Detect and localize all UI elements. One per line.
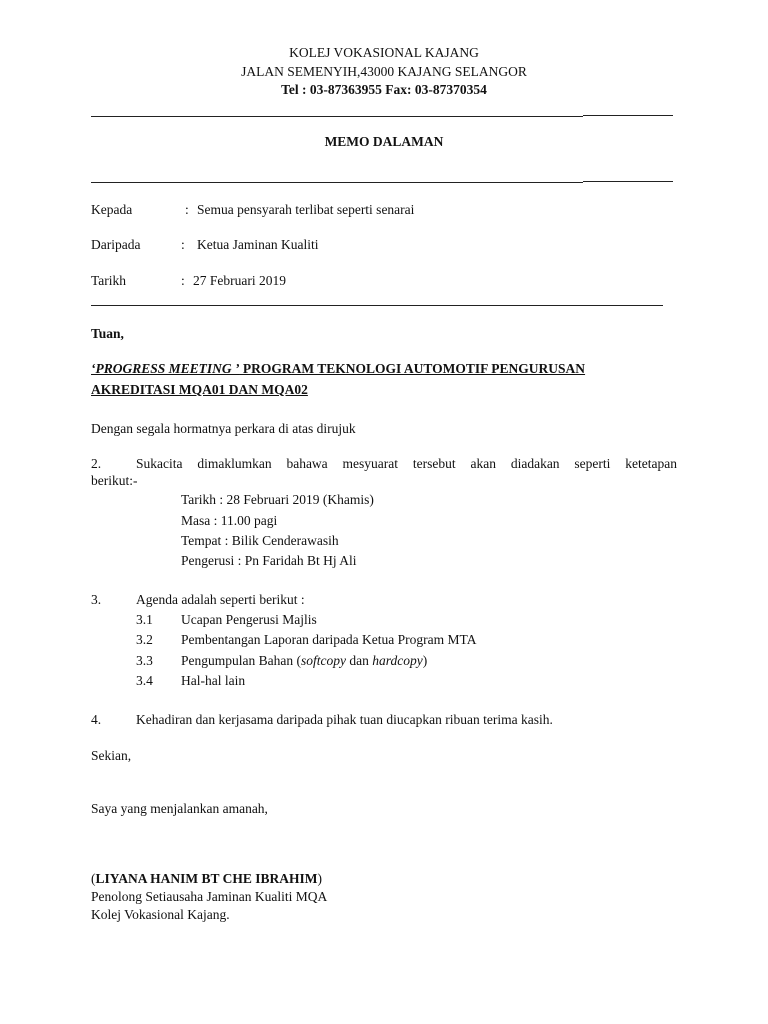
kepada-colon: : — [185, 202, 189, 217]
title-divider-thick — [583, 181, 673, 182]
intro-text: Dengan segala hormatnya perkara di atas dirujuk — [91, 421, 356, 436]
agenda-item-1: Ucapan Pengerusi Majlis — [181, 612, 317, 627]
para4-text: Kehadiran dan kerjasama daripada pihak tuan diucapkan ribuan terima kasih. — [136, 712, 553, 727]
detail-pengerusi: Pengerusi : Pn Faridah Bt Hj Ali — [181, 553, 357, 568]
daripada-value: Ketua Jaminan Kualiti — [197, 237, 319, 252]
para2-line2: berikut:- — [91, 473, 138, 488]
kepada-value: Semua pensyarah terlibat seperti senarai — [197, 202, 415, 217]
detail-masa: Masa : 11.00 pagi — [181, 513, 278, 528]
kepada-label: Kepada — [91, 202, 133, 217]
header-divider-thick — [583, 115, 673, 116]
agenda-item-3-hardcopy: hardcopy — [372, 653, 423, 668]
agenda-num-3: 3.3 — [136, 653, 153, 668]
signature-name: LIYANA HANIM BT CHE IBRAHIM — [95, 871, 318, 886]
title-divider — [91, 182, 583, 183]
signature-position: Penolong Setiausaha Jaminan Kualiti MQA — [91, 889, 328, 904]
para3-text: Agenda adalah seperti berikut : — [136, 592, 305, 607]
para3-number: 3. — [91, 592, 102, 607]
daripada-colon: : — [181, 237, 185, 252]
header-divider — [91, 116, 583, 117]
agenda-item-3-c: dan — [345, 653, 373, 668]
agenda-item-3-e: ) — [422, 653, 428, 668]
memo-title: MEMO DALAMAN — [324, 134, 444, 149]
signature-name-line — [91, 871, 322, 887]
signature-open-paren: ( — [91, 871, 96, 886]
agenda-item-4: Hal-hal lain — [181, 673, 246, 688]
tarikh-label: Tarikh — [91, 273, 127, 288]
subject-italic: ‘PROGRESS MEETING ’ — [91, 361, 240, 376]
tarikh-colon: : — [181, 273, 185, 288]
salutation: Tuan, — [91, 326, 124, 341]
subject-line-1 — [91, 361, 585, 377]
agenda-item-3 — [181, 653, 427, 669]
signature-close-paren: ) — [317, 871, 323, 886]
agenda-num-4: 3.4 — [136, 673, 153, 688]
college-name: KOLEJ VOKASIONAL KAJANG — [289, 45, 479, 60]
agenda-num-1: 3.1 — [136, 612, 153, 627]
agenda-item-3-softcopy: softcopy — [300, 653, 346, 668]
para2-number: 2. — [91, 456, 102, 471]
meta-divider — [91, 305, 663, 306]
para4-number: 4. — [91, 712, 102, 727]
signature-org: Kolej Vokasional Kajang. — [91, 907, 230, 922]
subject-rest: PROGRAM TEKNOLOGI AUTOMOTIF PENGURUSAN — [239, 361, 586, 376]
para2-line1: Sukacita dimaklumkan bahawa mesyuarat tersebut akan diadakan seperti ketetapan — [136, 456, 677, 471]
agenda-num-2: 3.2 — [136, 632, 153, 647]
detail-tempat: Tempat : Bilik Cenderawasih — [181, 533, 339, 548]
agenda-item-2: Pembentangan Laporan daripada Ketua Program MTA — [181, 632, 477, 647]
tarikh-value: 27 Februari 2019 — [193, 273, 286, 288]
college-address: JALAN SEMENYIH,43000 KAJANG SELANGOR — [241, 64, 527, 79]
daripada-label: Daripada — [91, 237, 141, 252]
amanah-text: Saya yang menjalankan amanah, — [91, 801, 268, 816]
detail-tarikh: Tarikh : 28 Februari 2019 (Khamis) — [181, 492, 374, 507]
college-contact: Tel : 03-87363955 Fax: 03-87370354 — [281, 82, 487, 97]
subject-line-2: AKREDITASI MQA01 DAN MQA02 — [91, 382, 308, 397]
agenda-item-3-a: Pengumpulan Bahan ( — [181, 653, 301, 668]
closing: Sekian, — [91, 748, 132, 763]
